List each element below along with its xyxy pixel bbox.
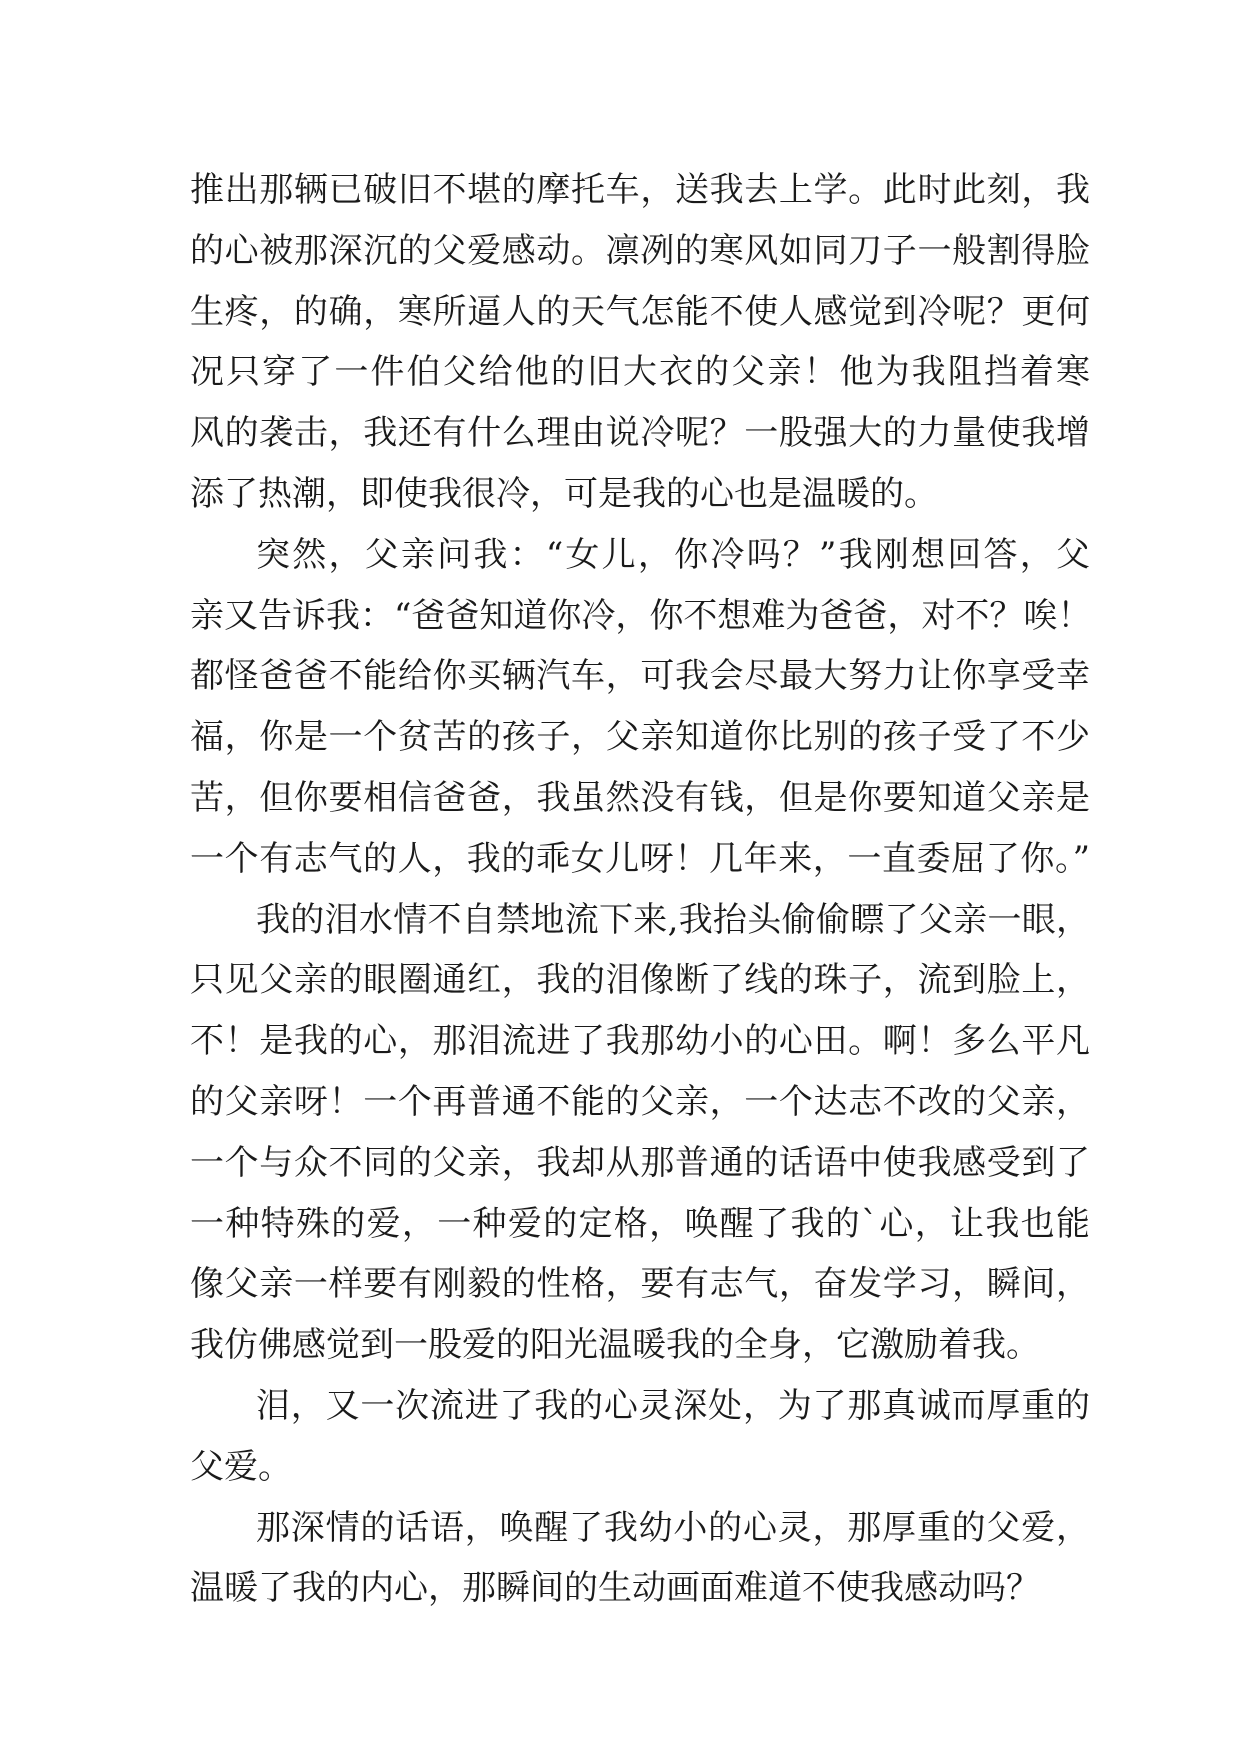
text-line: 一种特殊的爱，一种爱的定格，唤醒了我的`心，让我也能 [190,1203,1090,1244]
text-line: 一个与众不同的父亲，我却从那普通的话语中使我感受到了 [190,1142,1090,1183]
text-line: 泪，又一次流进了我的心灵深处，为了那真诚而厚重的 [256,1385,1090,1426]
text-line: 我仿佛感觉到一股爱的阳光温暖我的全身，它激励着我。 [190,1325,1040,1366]
text-line: 像父亲一样要有刚毅的性格，要有志气，奋发学习，瞬间， [190,1264,1090,1305]
text-line: 只见父亲的眼圈通红，我的泪像断了线的珠子，流到脸上， [190,960,1090,1001]
text-line: 风的袭击，我还有什么理由说冷呢？一股强大的力量使我增 [190,413,1090,454]
text-line: 我的泪水情不自禁地流下来,我抬头偷偷瞟了父亲一眼， [256,899,1090,940]
text-line: 的父亲呀！一个再普通不能的父亲，一个达志不改的父亲， [190,1081,1090,1122]
text-line: 添了热潮，即使我很冷，可是我的心也是温暖的。 [190,473,938,514]
text-line: 突然，父亲问我：“女儿，你冷吗？”我刚想回答，父 [256,534,1090,575]
text-line: 不！是我的心，那泪流进了我那幼小的心田。啊！多么平凡 [190,1021,1090,1062]
text-line: 的心被那深沉的父爱感动。凛冽的寒风如同刀子一般割得脸 [190,230,1090,271]
text-line: 父爱。 [190,1446,292,1487]
text-line: 都怪爸爸不能给你买辆汽车，可我会尽最大努力让你享受幸 [190,656,1090,697]
text-line: 一个有志气的人，我的乖女儿呀！几年来，一直委屈了你。” [190,838,1090,879]
text-line: 那深情的话语，唤醒了我幼小的心灵，那厚重的父爱， [256,1507,1090,1548]
text-line: 生疼，的确，寒所逼人的天气怎能不使人感觉到冷呢？更何 [190,291,1090,332]
paragraph [190,525,1090,890]
paragraph [190,1376,1090,1498]
text-line: 况只穿了一件伯父给他的旧大衣的父亲！他为我阻挡着寒 [190,352,1090,393]
text-line: 苦，但你要相信爸爸，我虽然没有钱，但是你要知道父亲是 [190,777,1090,818]
paragraph [190,1498,1090,1620]
paragraph [190,890,1090,1376]
paragraph [190,160,1090,525]
text-line: 亲又告诉我：“爸爸知道你冷，你不想难为爸爸，对不？唉！ [190,595,1092,636]
text-line: 推出那辆已破旧不堪的摩托车，送我去上学。此时此刻，我 [190,170,1090,210]
text-line: 温暖了我的内心，那瞬间的生动画面难道不使我感动吗？ [190,1568,1040,1609]
body-text [190,160,1090,1619]
text-line: 福，你是一个贫苦的孩子，父亲知道你比别的孩子受了不少 [190,717,1090,758]
